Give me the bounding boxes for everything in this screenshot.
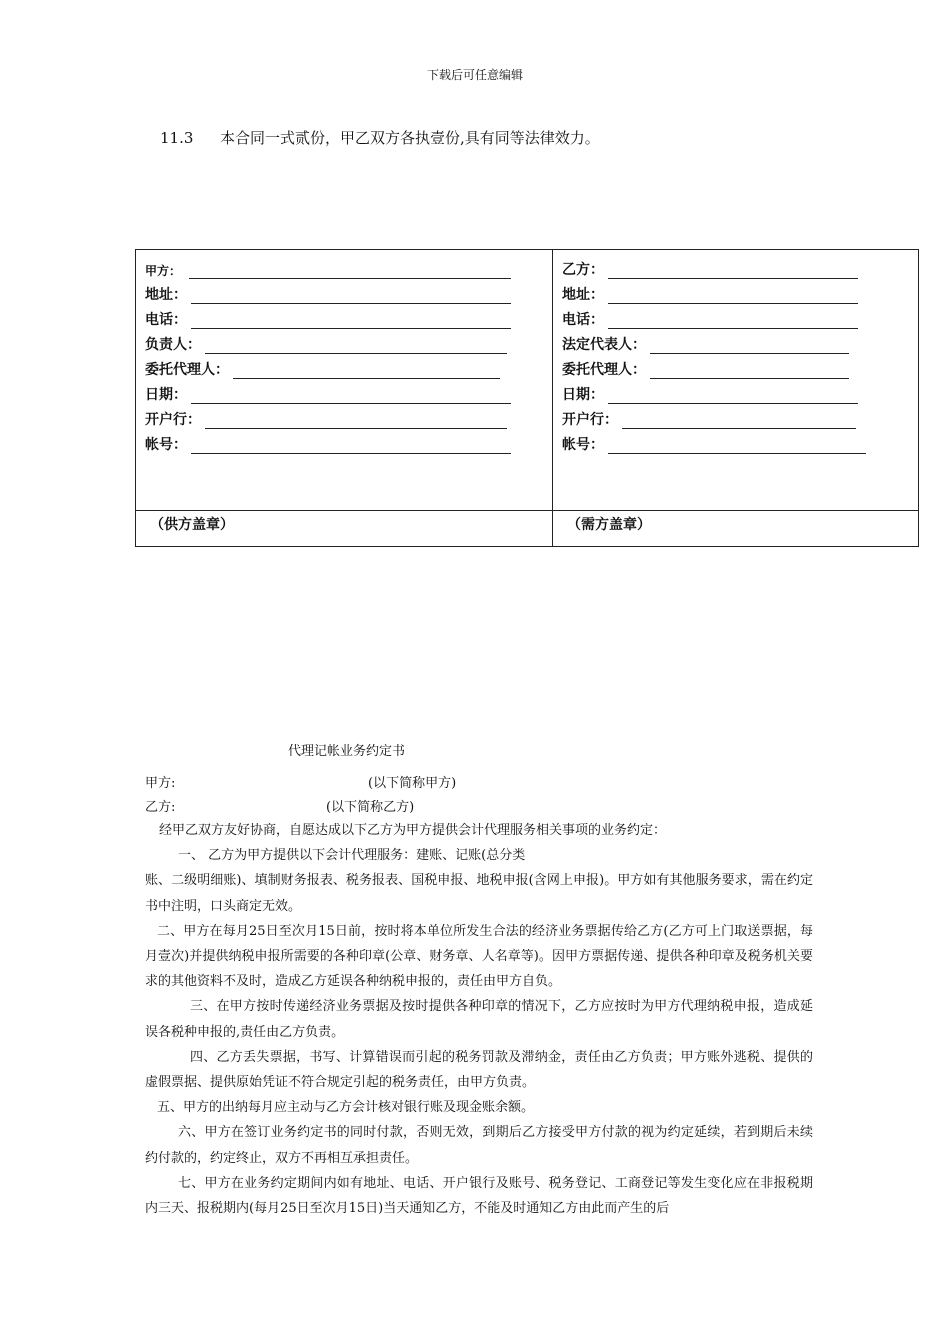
party-b-phone-field	[562, 304, 910, 329]
party-a-label: 甲方:	[145, 776, 176, 791]
blank-line[interactable]	[608, 262, 858, 279]
party-a-bank-field	[145, 404, 544, 429]
party-b-account-field	[562, 429, 910, 454]
blank-line[interactable]	[191, 387, 511, 404]
paragraph-2: 二、甲方在每月25日至次月15日前，按时将本单位所发生合法的经济业务票据传给乙方(乙方可上门取送票据，每月壹次)并提供纳税申报所需要的各种印章(公章、财务章、人名章等)。因甲方票据传递、提供各种印章及税务机关要求的其他资料不及时，造成乙方延误各种纳税申报的，责任由甲方自负。	[145, 923, 813, 990]
party-b-agent-field	[562, 354, 910, 379]
paragraph-6: 六、甲方在签订业务约定书的同时付款，否则无效，到期后乙方接受甲方付款的视为约定延续，若到期后未续约付款的，约定终止，双方不再相互承担责任。	[145, 1125, 813, 1166]
field-label: 开户行：	[562, 412, 618, 428]
field-label: 委托代理人：	[562, 362, 646, 378]
paragraph-7: 七、甲方在业务约定期间内如有地址、电话、开户银行及账号、税务登记、工商登记等发生变化应在非报税期内三天、报税期内(每月25日至次月15日)当天通知乙方，不能及时通知乙方由此而产生的后	[145, 1175, 813, 1217]
party-a-date-field	[145, 379, 544, 404]
party-a-cell	[136, 250, 553, 511]
field-label: 开户行：	[145, 412, 201, 428]
blank-line[interactable]	[608, 287, 858, 304]
party-a-agent-field	[145, 354, 544, 379]
party-b-legal-rep-field	[562, 329, 910, 354]
blank-line[interactable]	[191, 312, 511, 329]
field-label: 帐号：	[145, 437, 187, 453]
agreement-party-a	[145, 772, 457, 791]
paragraph-3: 三、在甲方按时传递经济业务票据及按时提供各种印章的情况下，乙方应按时为甲方代理纳税申报，造成延误各税种申报的,责任由乙方负责。	[145, 999, 813, 1040]
party-a-seal: （供方盖章）	[150, 517, 234, 533]
blank-line[interactable]	[233, 362, 500, 379]
blank-line[interactable]	[191, 287, 511, 304]
party-b-address-field	[562, 279, 910, 304]
field-label: 电话：	[562, 312, 604, 328]
blank-line[interactable]	[608, 387, 858, 404]
field-label: 日期：	[145, 387, 187, 403]
paragraph-1-start: 一、 乙方为甲方提供以下会计代理服务：建账、记账(总分类	[178, 848, 526, 864]
clause-text: 本合同一式贰份，甲乙双方各执壹份,具有同等法律效力。	[220, 129, 600, 147]
party-a-address-field	[145, 279, 544, 304]
field-label: 委托代理人：	[145, 362, 229, 378]
paragraph-intro: 经甲乙双方友好协商，自愿达成以下乙方为甲方提供会计代理服务相关事项的业务约定：	[159, 823, 667, 838]
party-b-date-field	[562, 379, 910, 404]
field-label: 日期：	[562, 387, 604, 403]
blank-line[interactable]	[189, 262, 511, 279]
agreement-body	[145, 818, 813, 1221]
paragraph-4: 四、乙方丢失票据，书写、计算错误而引起的税务罚款及滞纳金，责任由乙方负责；甲方账外逃税、提供的虚假票据、提供原始凭证不符合规定引起的税务责任，由甲方负责。	[145, 1049, 813, 1091]
field-label: 地址：	[562, 287, 604, 303]
agreement-title: 代理记帐业务约定书	[288, 744, 406, 759]
party-b-label: 乙方:	[145, 800, 176, 815]
paragraph-5: 五、甲方的出纳每月应主动与乙方会计核对银行账及现金账余额。	[157, 1100, 535, 1116]
agreement-party-b	[145, 796, 415, 815]
blank-line[interactable]	[650, 362, 849, 379]
field-label: 电话：	[145, 312, 187, 328]
field-label: 地址：	[145, 287, 187, 303]
blank-line[interactable]	[191, 437, 511, 454]
party-a-seal-cell	[136, 511, 553, 547]
field-label: 甲方：	[145, 264, 182, 278]
blank-line[interactable]	[650, 337, 849, 354]
party-b-seal-cell	[553, 511, 919, 547]
field-label: 乙方：	[562, 262, 604, 278]
field-label: 负责人：	[145, 337, 201, 353]
party-b-note: (以下简称乙方)	[326, 800, 415, 815]
blank-line[interactable]	[608, 312, 858, 329]
header-note: 下载后可任意编辑	[426, 68, 523, 82]
party-a-account-field	[145, 429, 544, 454]
clause-number: 11.3	[160, 129, 194, 147]
blank-line[interactable]	[622, 412, 856, 429]
party-b-bank-field	[562, 404, 910, 429]
party-b-name-field	[562, 254, 910, 279]
party-b-cell	[553, 250, 919, 511]
party-a-note: (以下简称甲方)	[368, 776, 457, 791]
blank-line[interactable]	[205, 412, 507, 429]
party-a-phone-field	[145, 304, 544, 329]
paragraph-1-cont: 账、二级明细账)、填制财务报表、税务报表、国税申报、地税申报(含网上申报)。甲方如有其他服务要求，需在约定书中注明，口头商定无效。	[145, 873, 813, 914]
party-a-manager-field	[145, 329, 544, 354]
blank-line[interactable]	[608, 437, 866, 454]
signature-table	[135, 249, 919, 547]
clause-11-3	[160, 127, 600, 148]
blank-line[interactable]	[205, 337, 507, 354]
field-label: 帐号：	[562, 437, 604, 453]
party-a-name-field	[145, 254, 544, 279]
field-label: 法定代表人：	[562, 337, 646, 353]
party-b-seal: （需方盖章）	[567, 517, 651, 533]
